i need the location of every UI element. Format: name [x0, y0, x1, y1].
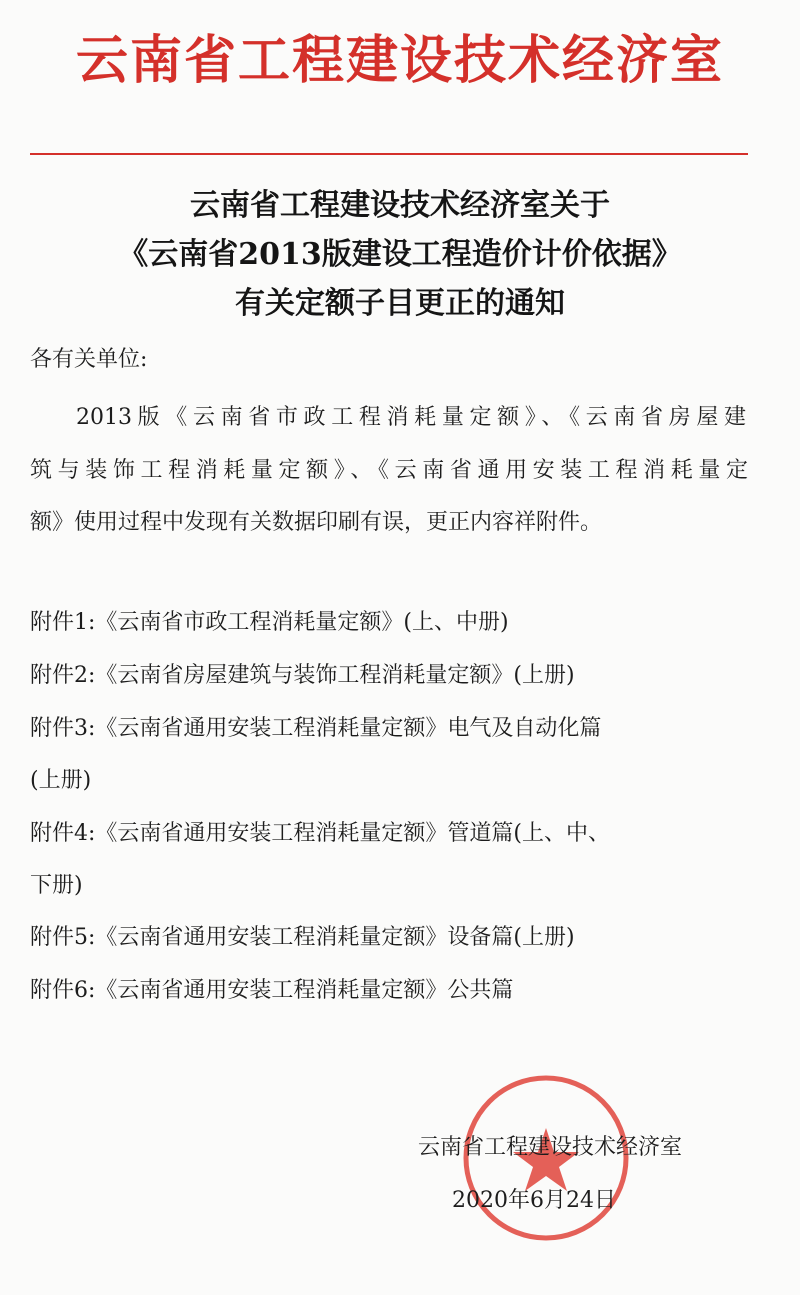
- attachment-3-cont: (上册): [30, 768, 92, 793]
- attachment-4: 附件4:《云南省通用安装工程消耗量定额》管道篇(上、中、: [30, 821, 610, 846]
- attachment-1: 附件1:《云南省市政工程消耗量定额》(上、中册): [30, 610, 509, 635]
- title-line-3: 有关定额子目更正的通知: [235, 286, 565, 321]
- attachment-2: 附件2:《云南省房屋建筑与装饰工程消耗量定额》(上册): [30, 663, 575, 688]
- body-line-1: 2013版《云南省市政工程消耗量定额》、《云南省房屋建: [76, 405, 746, 430]
- signature-org: 云南省工程建设技术经济室: [418, 1135, 683, 1160]
- letterhead-rule: [30, 153, 748, 155]
- body-line-3: 额》使用过程中发现有关数据印刷有误，更正内容祥附件。: [30, 510, 603, 535]
- attachment-5: 附件5:《云南省通用安装工程消耗量定额》设备篇(上册): [30, 925, 575, 950]
- title-line-2: 《云南省2013版建设工程造价计价依据》: [118, 237, 682, 272]
- salutation: 各有关单位:: [30, 347, 148, 372]
- attachment-3: 附件3:《云南省通用安装工程消耗量定额》电气及自动化篇: [30, 716, 602, 741]
- attachment-6: 附件6:《云南省通用安装工程消耗量定额》公共篇: [30, 978, 514, 1003]
- title-line-1: 云南省工程建设技术经济室关于: [190, 188, 610, 223]
- signature-date: 2020年6月24日: [452, 1188, 616, 1213]
- body-line-2: 筑与装饰工程消耗量定额》、《云南省通用安装工程消耗量定: [30, 458, 748, 483]
- attachment-4-cont: 下册): [30, 873, 83, 898]
- letterhead: 云南省工程建设技术经济室: [75, 31, 724, 91]
